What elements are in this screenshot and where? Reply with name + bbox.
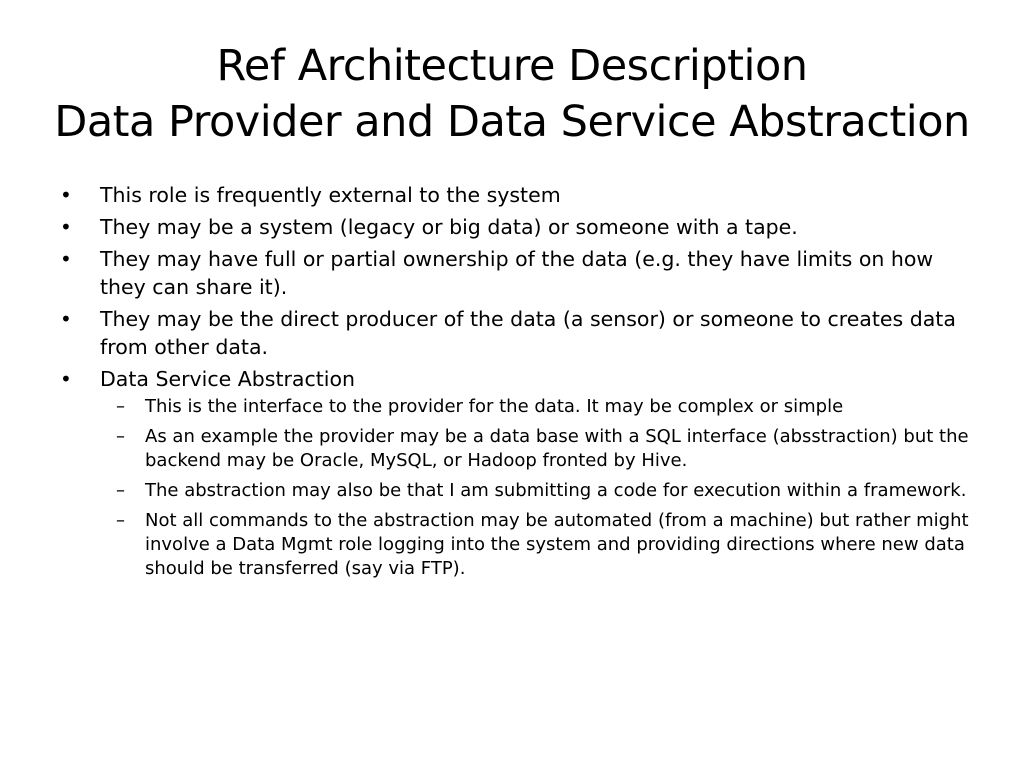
bullet-text: They may be the direct producer of the data (a sensor) or someone to creates data from other data. (100, 307, 956, 359)
sub-bullet-item (100, 395, 976, 419)
sub-bullet-list (100, 395, 976, 581)
title-line-2: Data Provider and Data Service Abstraction (54, 97, 970, 147)
sub-bullet-text: The abstraction may also be that I am submitting a code for execution within a framework. (145, 480, 967, 501)
bullet-list (56, 181, 976, 581)
sub-bullet-text: This is the interface to the provider for the data. It may be complex or simple (145, 396, 844, 417)
bullet-item (56, 305, 976, 361)
bullet-glyph: • (60, 215, 72, 239)
bullet-text: They may be a system (legacy or big data) or someone with a tape. (100, 215, 798, 239)
sub-bullet-text: As an example the provider may be a data base with a SQL interface (absstraction) but the backend may be Oracle, MySQL, or Hadoop fronted by Hive. (145, 426, 969, 471)
slide-body (56, 181, 976, 587)
bullet-item (56, 213, 976, 241)
bullet-item (56, 181, 976, 209)
dash-glyph: – (116, 426, 125, 447)
bullet-glyph: • (60, 367, 72, 391)
bullet-text: They may have full or partial ownership of the data (e.g. they have limits on how they can share it). (100, 247, 934, 299)
dash-glyph: – (116, 510, 125, 531)
slide-title (0, 38, 1024, 150)
bullet-text: This role is frequently external to the system (100, 183, 561, 207)
sub-bullet-item (100, 425, 976, 473)
dash-glyph: – (116, 396, 125, 417)
bullet-glyph: • (60, 247, 72, 271)
dash-glyph: – (116, 480, 125, 501)
bullet-item (56, 245, 976, 301)
title-line-1: Ref Architecture Description (216, 41, 808, 91)
bullet-item (56, 365, 976, 581)
bullet-glyph: • (60, 307, 72, 331)
sub-bullet-item (100, 479, 976, 503)
bullet-text: Data Service Abstraction (100, 367, 356, 391)
sub-bullet-text: Not all commands to the abstraction may be automated (from a machine) but rather might involve a Data Mgmt role logging into the system and providing directions where new data should be transferred (say via FTP). (145, 510, 969, 579)
sub-bullet-item (100, 509, 976, 581)
bullet-glyph: • (60, 183, 72, 207)
